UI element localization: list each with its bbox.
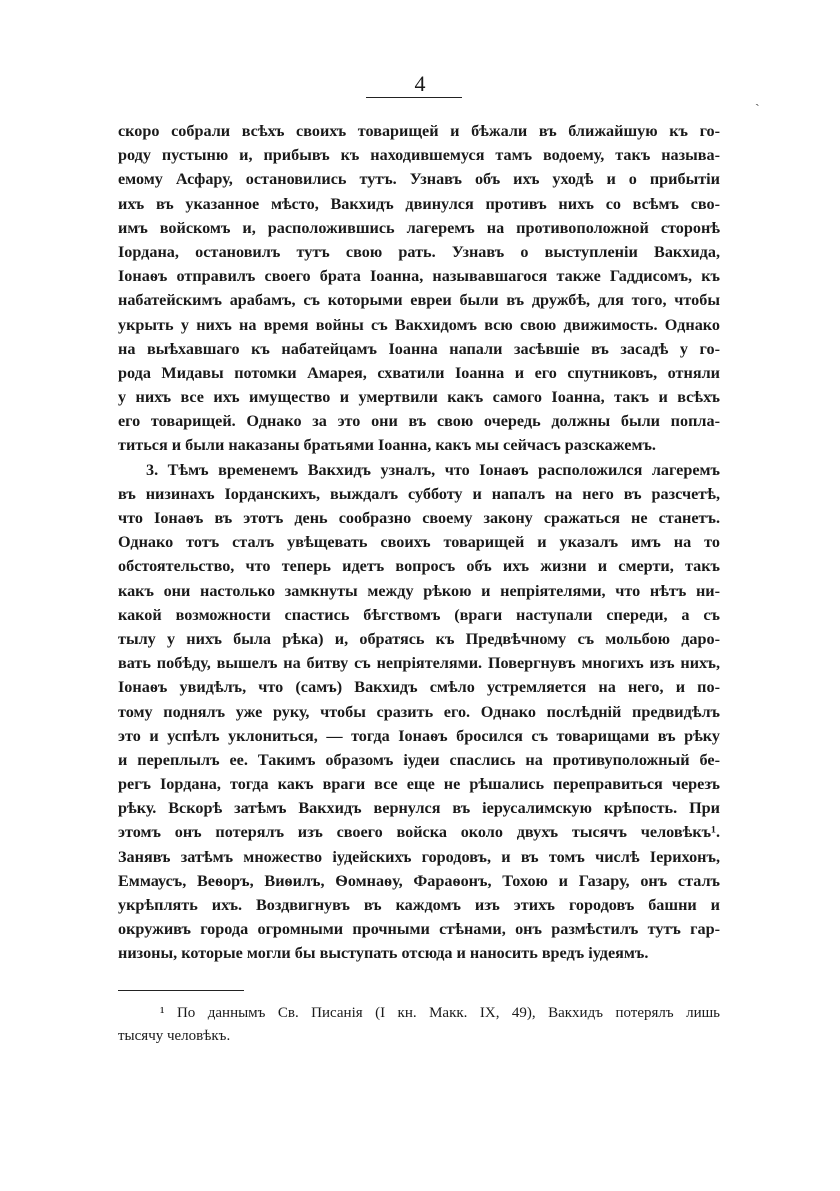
text-line: рода Мидавы потомки Амарея, схватили Іоанна и его спутниковъ, отняли <box>118 363 720 382</box>
page-number: 4 <box>414 71 426 96</box>
text-line: и переплылъ ее. Такимъ образомъ іудеи спаслись на противуположный бе- <box>118 750 720 769</box>
text-line: регъ Іордана, тогда какъ враги все еще не рѣшались переправиться черезъ <box>118 775 720 794</box>
text-line: въ низинахъ Іорданскихъ, выждалъ субботу и напалъ на него въ разсчетѣ, <box>118 484 720 503</box>
text-line: рѣку. Вскорѣ затѣмъ Вакхидъ вернулся въ іерусалимскую крѣпость. При <box>118 799 720 818</box>
text-line: имъ войскомъ и, расположившись лагеремъ на противоположной сторонѣ <box>118 218 720 237</box>
text-line: этомъ онъ потерялъ изъ своего войска около двухъ тысячъ человѣкъ¹. <box>118 823 720 842</box>
text-line: Однако тотъ сталъ увѣщевать своихъ товарищей и указалъ имъ на то <box>118 533 720 552</box>
text-line: это и успѣлъ уклониться, — тогда Іонаѳъ бросился съ товарищами въ рѣку <box>118 726 720 745</box>
text-line: набатейскимъ арабамъ, съ которыми евреи были въ дружбѣ, для того, чтобы <box>118 291 720 310</box>
text-line: тому поднялъ уже руку, чтобы сразить его. Однако послѣдній предвидѣлъ <box>118 702 720 721</box>
margin-mark: ˏ <box>755 92 760 107</box>
text-line: емому Асфару, остановились тутъ. Узнавъ объ ихъ уходѣ и о прибытіи <box>118 170 720 189</box>
footnote-rule <box>118 990 244 991</box>
footnote <box>118 1002 720 1048</box>
text-line: Еммаусъ, Веѳоръ, Виѳилъ, Ѳомнаѳу, Фараѳонъ, Тохою и Газару, онъ сталъ <box>118 871 720 890</box>
text-line: Іонаѳъ отправилъ своего брата Іоанна, называвшагося также Гаддисомъ, къ <box>118 267 720 286</box>
text-line: окруживъ города огромными прочными стѣнами, онъ размѣстилъ тутъ гар- <box>118 920 720 939</box>
text-line: какъ они настолько замкнуты между рѣкою и непріятелями, что нѣтъ ни- <box>118 581 720 600</box>
text-line: тылу у нихъ была рѣка) и, обратясь къ Предвѣчному съ мольбою даро- <box>118 629 720 648</box>
text-line: 3. Тѣмъ временемъ Вакхидъ узналъ, что Іонаѳъ расположился лагеремъ <box>146 460 720 479</box>
text-line: роду пустыню и, прибывъ къ находившемуся тамъ водоему, такъ называ- <box>118 146 720 165</box>
footnote-line: ¹ По даннымъ Св. Писанія (I кн. Макк. IX, 49), Вакхидъ потерялъ лишь <box>160 1005 720 1021</box>
text-line: на выѣхавшаго къ набатейцамъ Іоанна напали засѣвшіе въ засадѣ у го- <box>118 339 720 358</box>
text-line: ихъ въ указанное мѣсто, Вакхидъ двинулся противъ нихъ со всѣмъ сво- <box>118 194 720 213</box>
text-line: Іонаѳъ увидѣлъ, что (самъ) Вакхидъ смѣло устремляется на него, и по- <box>118 678 720 697</box>
body-text <box>118 119 720 966</box>
text-line: что Іонаѳъ въ этотъ день сообразно своему закону сражаться не станетъ. <box>118 509 720 527</box>
text-line: укрѣплять ихъ. Воздвигнувъ въ каждомъ изъ этихъ городовъ башни и <box>118 896 720 914</box>
header-rule <box>366 97 462 98</box>
text-line: титься и были наказаны братьями Іоанна, какъ мы сейчасъ разскажемъ. <box>118 436 656 455</box>
text-line: обстоятельство, что теперь идетъ вопросъ объ ихъ жизни и смерти, такъ <box>118 557 720 576</box>
text-line: Іордана, остановилъ тутъ свою рать. Узнавъ о выступленіи Вакхида, <box>118 242 720 261</box>
text-line: какой возможности спастись бѣгствомъ (враги наступали спереди, а съ <box>118 605 720 624</box>
text-line: скоро собрали всѣхъ своихъ товарищей и бѣжали въ ближайшую къ го- <box>118 122 720 140</box>
text-line: вать побѣду, вышелъ на битву съ непріятелями. Повергнувъ многихъ изъ нихъ, <box>118 654 720 673</box>
text-line: у нихъ все ихъ имущество и умертвили какъ самого Іоанна, такъ и всѣхъ <box>118 388 720 407</box>
footnote-line: тысячу человѣкъ. <box>118 1028 231 1044</box>
text-line: укрыть у нихъ на время войны съ Вакхидомъ всю свою движимость. Однако <box>118 315 720 334</box>
text-line: его товарищей. Однако за это они въ свою очередь должны были поплa- <box>118 412 720 431</box>
text-line: Занявъ затѣмъ множество іудейскихъ городовъ, и въ томъ числѣ Іерихонъ, <box>118 847 720 866</box>
text-line: низоны, которые могли бы выступать отсюда и наносить вредъ іудеямъ. <box>118 944 649 963</box>
